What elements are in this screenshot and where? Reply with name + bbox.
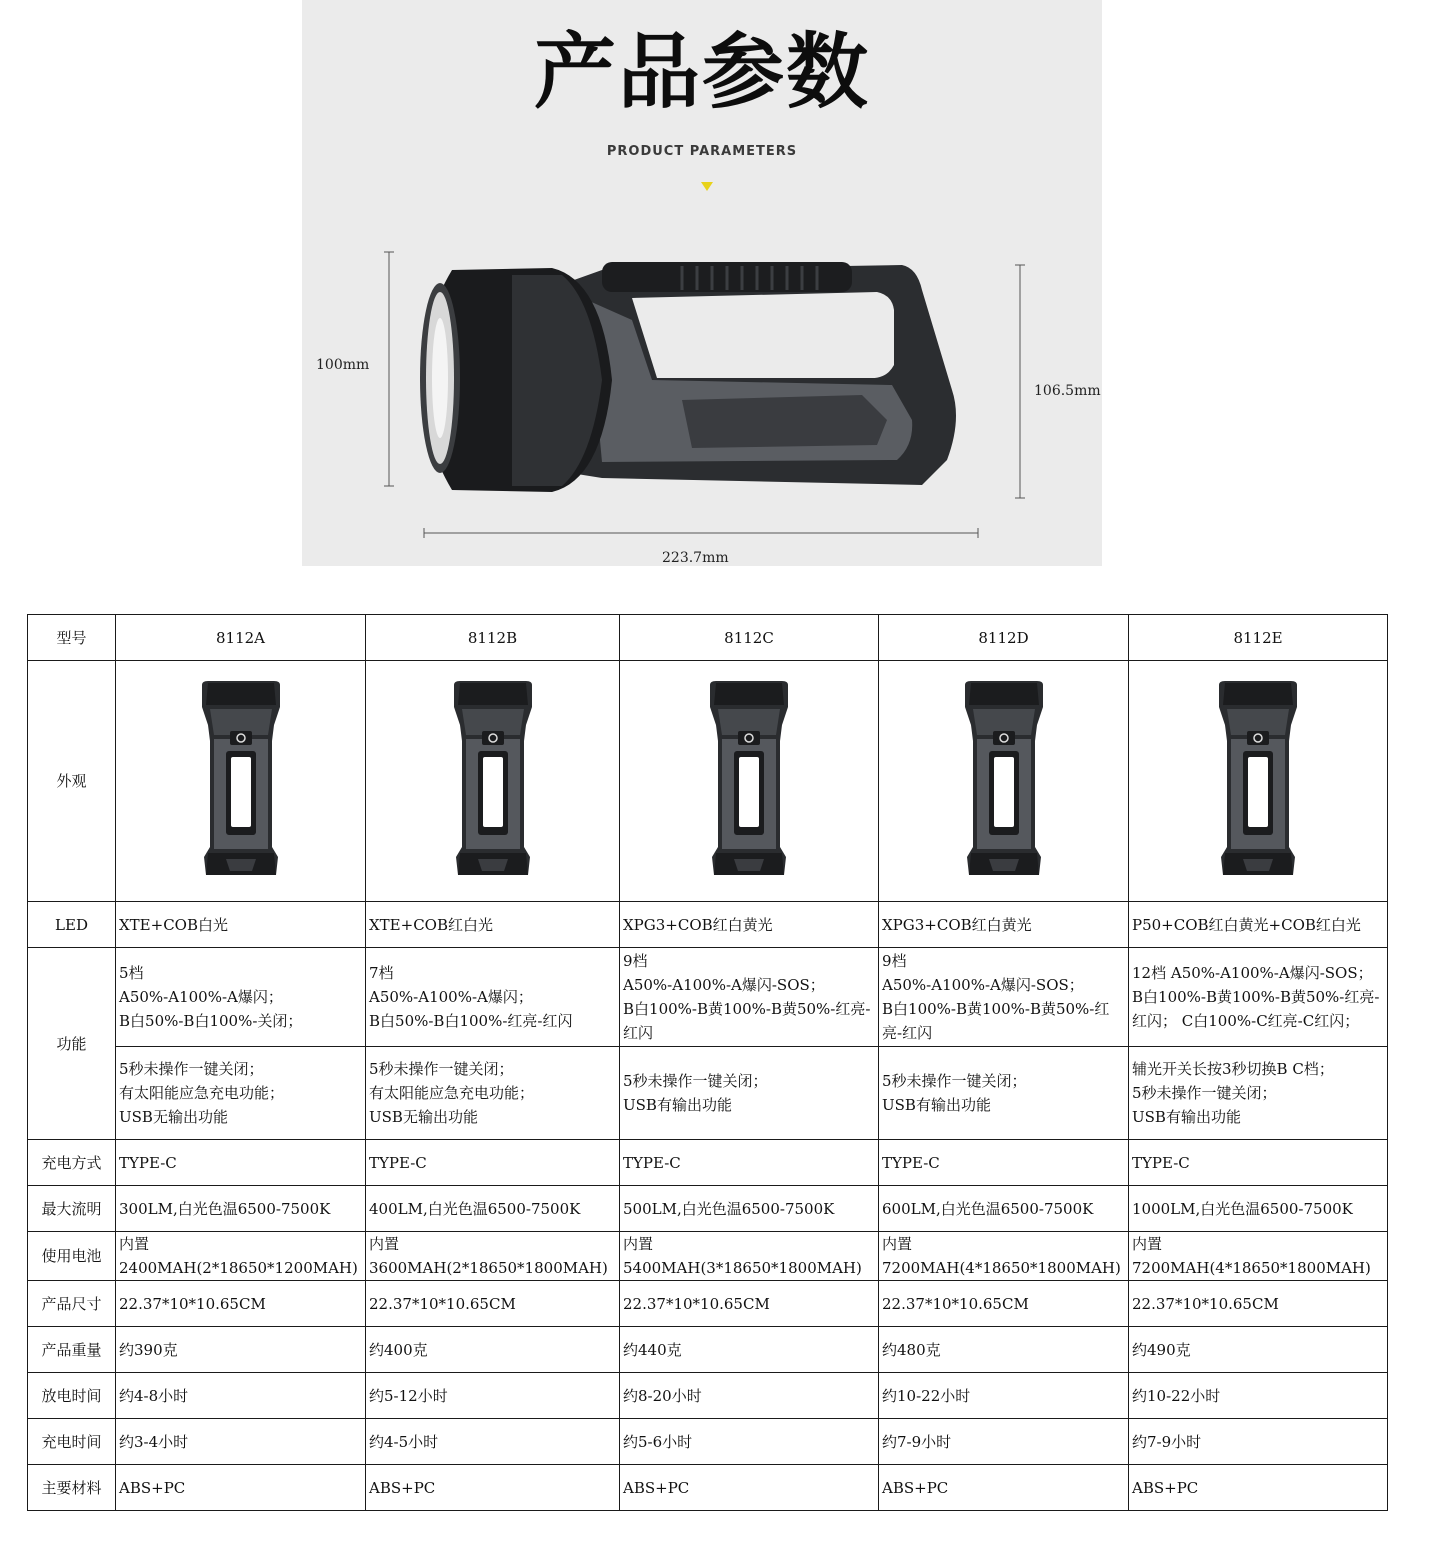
parameter-table — [27, 614, 1388, 1511]
led-cell: XPG3+COB红白黄光 — [879, 902, 1129, 948]
table-cell: 22.37*10*10.65CM — [1129, 1281, 1388, 1327]
table-cell: 约10-22小时 — [879, 1373, 1129, 1419]
row-label: 主要材料 — [28, 1465, 116, 1511]
table-cell: 约5-6小时 — [620, 1419, 879, 1465]
table-row-function-modes — [28, 948, 1388, 1047]
product-image-cell — [116, 661, 366, 902]
flashlight-front-image — [959, 679, 1049, 883]
table-cell: 22.37*10*10.65CM — [366, 1281, 620, 1327]
function-extra-cell: 5秒未操作一键关闭； 有太阳能应急充电功能； USB无输出功能 — [366, 1047, 620, 1140]
table-row-model — [28, 615, 1388, 661]
table-cell: TYPE-C — [620, 1140, 879, 1186]
led-cell: XTE+COB红白光 — [366, 902, 620, 948]
table-row-material — [28, 1465, 1388, 1511]
row-label: 产品尺寸 — [28, 1281, 116, 1327]
table-cell: ABS+PC — [1129, 1465, 1388, 1511]
model-cell: 8112D — [879, 615, 1129, 661]
row-label-appearance: 外观 — [28, 661, 116, 902]
table-row-charging — [28, 1140, 1388, 1186]
row-label-function: 功能 — [28, 948, 116, 1140]
function-extra-cell: 5秒未操作一键关闭； USB有输出功能 — [879, 1047, 1129, 1140]
table-cell: TYPE-C — [879, 1140, 1129, 1186]
flashlight-side-view — [302, 0, 1102, 566]
table-cell: 600LM,白光色温6500-7500K — [879, 1186, 1129, 1232]
table-row-appearance — [28, 661, 1388, 902]
table-cell: 约480克 — [879, 1327, 1129, 1373]
function-extra-cell: 5秒未操作一键关闭； USB有输出功能 — [620, 1047, 879, 1140]
flashlight-front-image — [448, 679, 538, 883]
model-cell: 8112E — [1129, 615, 1388, 661]
table-cell: 约3-4小时 — [116, 1419, 366, 1465]
page-title: 产品参数 — [533, 25, 870, 120]
table-cell: 约400克 — [366, 1327, 620, 1373]
table-cell: 约390克 — [116, 1327, 366, 1373]
table-cell: 22.37*10*10.65CM — [879, 1281, 1129, 1327]
table-cell: 300LM,白光色温6500-7500K — [116, 1186, 366, 1232]
model-cell: 8112A — [116, 615, 366, 661]
table-row-function-extra — [28, 1047, 1388, 1140]
flashlight-front-image — [704, 679, 794, 883]
model-cell: 8112B — [366, 615, 620, 661]
table-row-lumens — [28, 1186, 1388, 1232]
table-cell: 内置7200MAH(4*18650*1800MAH) — [1129, 1232, 1388, 1281]
led-cell: P50+COB红白黄光+COB红白光 — [1129, 902, 1388, 948]
product-image-cell — [620, 661, 879, 902]
table-cell: 约4-5小时 — [366, 1419, 620, 1465]
row-label: 使用电池 — [28, 1232, 116, 1281]
table-row-weight — [28, 1327, 1388, 1373]
product-banner — [302, 0, 1102, 566]
table-cell: 400LM,白光色温6500-7500K — [366, 1186, 620, 1232]
row-label: 放电时间 — [28, 1373, 116, 1419]
table-cell: 约490克 — [1129, 1327, 1388, 1373]
table-cell: 约7-9小时 — [1129, 1419, 1388, 1465]
width-dimension: 223.7mm — [662, 550, 729, 566]
model-cell: 8112C — [620, 615, 879, 661]
table-cell: ABS+PC — [879, 1465, 1129, 1511]
table-cell: 约4-8小时 — [116, 1373, 366, 1419]
row-label-model: 型号 — [28, 615, 116, 661]
product-image-cell — [366, 661, 620, 902]
table-cell: 内置5400MAH(3*18650*1800MAH) — [620, 1232, 879, 1281]
function-modes-cell: 7档 A50%-A100%-A爆闪； B白50%-B白100%-红亮-红闪 — [366, 948, 620, 1047]
row-label: 充电时间 — [28, 1419, 116, 1465]
table-cell: 约8-20小时 — [620, 1373, 879, 1419]
flashlight-front-image — [196, 679, 286, 883]
row-label: 产品重量 — [28, 1327, 116, 1373]
flashlight-front-image — [1213, 679, 1303, 883]
table-cell: 22.37*10*10.65CM — [620, 1281, 879, 1327]
function-modes-cell: 12档 A50%-A100%-A爆闪-SOS； B白100%-B黄100%-B黄50%-红亮-红闪； C白100%-C红亮-C红闪； — [1129, 948, 1388, 1047]
table-cell: 约10-22小时 — [1129, 1373, 1388, 1419]
table-cell: 1000LM,白光色温6500-7500K — [1129, 1186, 1388, 1232]
function-modes-cell: 5档 A50%-A100%-A爆闪； B白50%-B白100%-关闭； — [116, 948, 366, 1047]
table-row-discharge-time — [28, 1373, 1388, 1419]
table-cell: ABS+PC — [366, 1465, 620, 1511]
row-label: 充电方式 — [28, 1140, 116, 1186]
table-row-size — [28, 1281, 1388, 1327]
table-cell: 约7-9小时 — [879, 1419, 1129, 1465]
table-cell: ABS+PC — [620, 1465, 879, 1511]
table-cell: 内置2400MAH(2*18650*1200MAH) — [116, 1232, 366, 1281]
function-modes-cell: 9档 A50%-A100%-A爆闪-SOS； B白100%-B黄100%-B黄50%-红亮-红闪 — [879, 948, 1129, 1047]
page-subtitle: PRODUCT PARAMETERS — [606, 144, 798, 159]
function-extra-cell: 辅光开关长按3秒切换B C档； 5秒未操作一键关闭； USB有输出功能 — [1129, 1047, 1388, 1140]
table-cell: ABS+PC — [116, 1465, 366, 1511]
table-cell: 500LM,白光色温6500-7500K — [620, 1186, 879, 1232]
row-label: 最大流明 — [28, 1186, 116, 1232]
function-modes-cell: 9档 A50%-A100%-A爆闪-SOS； B白100%-B黄100%-B黄50%-红亮-红闪 — [620, 948, 879, 1047]
table-cell: TYPE-C — [1129, 1140, 1388, 1186]
product-image-cell — [879, 661, 1129, 902]
table-cell: 内置3600MAH(2*18650*1800MAH) — [366, 1232, 620, 1281]
table-cell: TYPE-C — [366, 1140, 620, 1186]
table-row-battery — [28, 1232, 1388, 1281]
height-dimension-right: 106.5mm — [1034, 383, 1101, 399]
function-extra-cell: 5秒未操作一键关闭； 有太阳能应急充电功能； USB无输出功能 — [116, 1047, 366, 1140]
table-cell: 约5-12小时 — [366, 1373, 620, 1419]
table-cell: TYPE-C — [116, 1140, 366, 1186]
flashlight-body — [420, 262, 956, 492]
row-label-led: LED — [28, 902, 116, 948]
height-dimension-left: 100mm — [316, 357, 370, 373]
table-cell: 22.37*10*10.65CM — [116, 1281, 366, 1327]
product-image-cell — [1129, 661, 1388, 902]
led-cell: XPG3+COB红白黄光 — [620, 902, 879, 948]
table-cell: 约440克 — [620, 1327, 879, 1373]
led-cell: XTE+COB白光 — [116, 902, 366, 948]
table-row-led — [28, 902, 1388, 948]
table-cell: 内置7200MAH(4*18650*1800MAH) — [879, 1232, 1129, 1281]
table-row-charge-time — [28, 1419, 1388, 1465]
